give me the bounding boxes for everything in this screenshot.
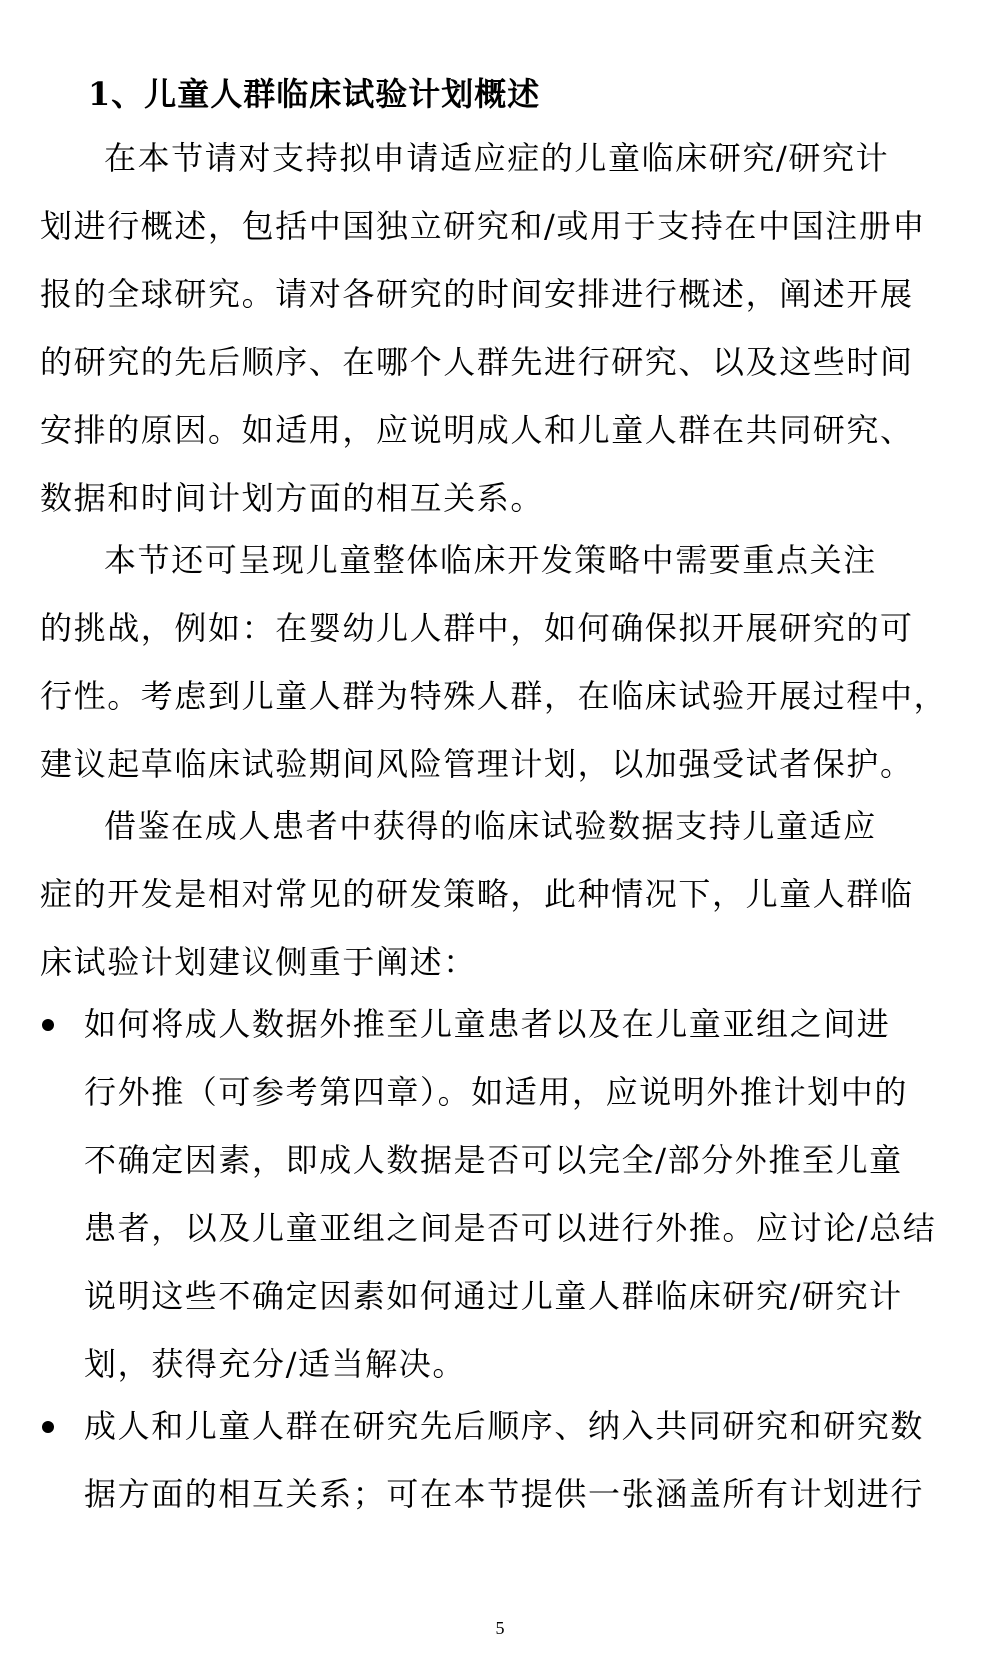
bullet1-line-1: 如何将成人数据外推至儿童患者以及在儿童亚组之间进 [84,1005,891,1043]
paragraph3-line-3: 床试验计划建议侧重于阐述： [40,943,477,981]
paragraph1-line-6: 数据和时间计划方面的相互关系。 [40,479,545,517]
section-heading: 1、儿童人群临床试验计划概述 [88,75,541,113]
paragraph2-line-2: 的挑战，例如：在婴幼儿人群中，如何确保拟开展研究的可 [40,609,914,647]
bullet-icon [42,1019,54,1031]
paragraph2-line-1: 本节还可呈现儿童整体临床开发策略中需要重点关注 [104,541,877,579]
paragraph1-line-2: 划进行概述，包括中国独立研究和/或用于支持在中国注册申 [40,207,926,245]
paragraph1-line-3: 报的全球研究。请对各研究的时间安排进行概述，阐述开展 [40,275,914,313]
bullet1-line-6: 划，获得充分/适当解决。 [84,1345,466,1383]
paragraph1-line-5: 安排的原因。如适用，应说明成人和儿童人群在共同研究、 [40,411,914,449]
paragraph3-line-2: 症的开发是相对常见的研发策略，此种情况下，儿童人群临 [40,875,914,913]
paragraph1-line-1: 在本节请对支持拟申请适应症的儿童临床研究/研究计 [104,139,890,177]
paragraph2-line-4: 建议起草临床试验期间风险管理计划，以加强受试者保护。 [40,745,914,783]
paragraph2-line-3: 行性。考虑到儿童人群为特殊人群，在临床试验开展过程中， [40,677,948,715]
paragraph1-line-4: 的研究的先后顺序、在哪个人群先进行研究、以及这些时间 [40,343,914,381]
bullet1-line-3: 不确定因素，即成人数据是否可以完全/部分外推至儿童 [84,1141,903,1179]
bullet2-line-1: 成人和儿童人群在研究先后顺序、纳入共同研究和研究数 [84,1407,925,1445]
bullet1-line-5: 说明这些不确定因素如何通过儿童人群临床研究/研究计 [84,1277,903,1315]
bullet1-line-4: 患者，以及儿童亚组之间是否可以进行外推。应讨论/总结 [84,1209,937,1247]
bullet2-line-2: 据方面的相互关系；可在本节提供一张涵盖所有计划进行 [84,1475,925,1513]
page-number: 5 [495,1618,505,1638]
bullet-icon [42,1421,54,1433]
paragraph3-line-1: 借鉴在成人患者中获得的临床试验数据支持儿童适应 [104,807,877,845]
bullet1-line-2: 行外推（可参考第四章）。如适用，应说明外推计划中的 [84,1073,909,1111]
